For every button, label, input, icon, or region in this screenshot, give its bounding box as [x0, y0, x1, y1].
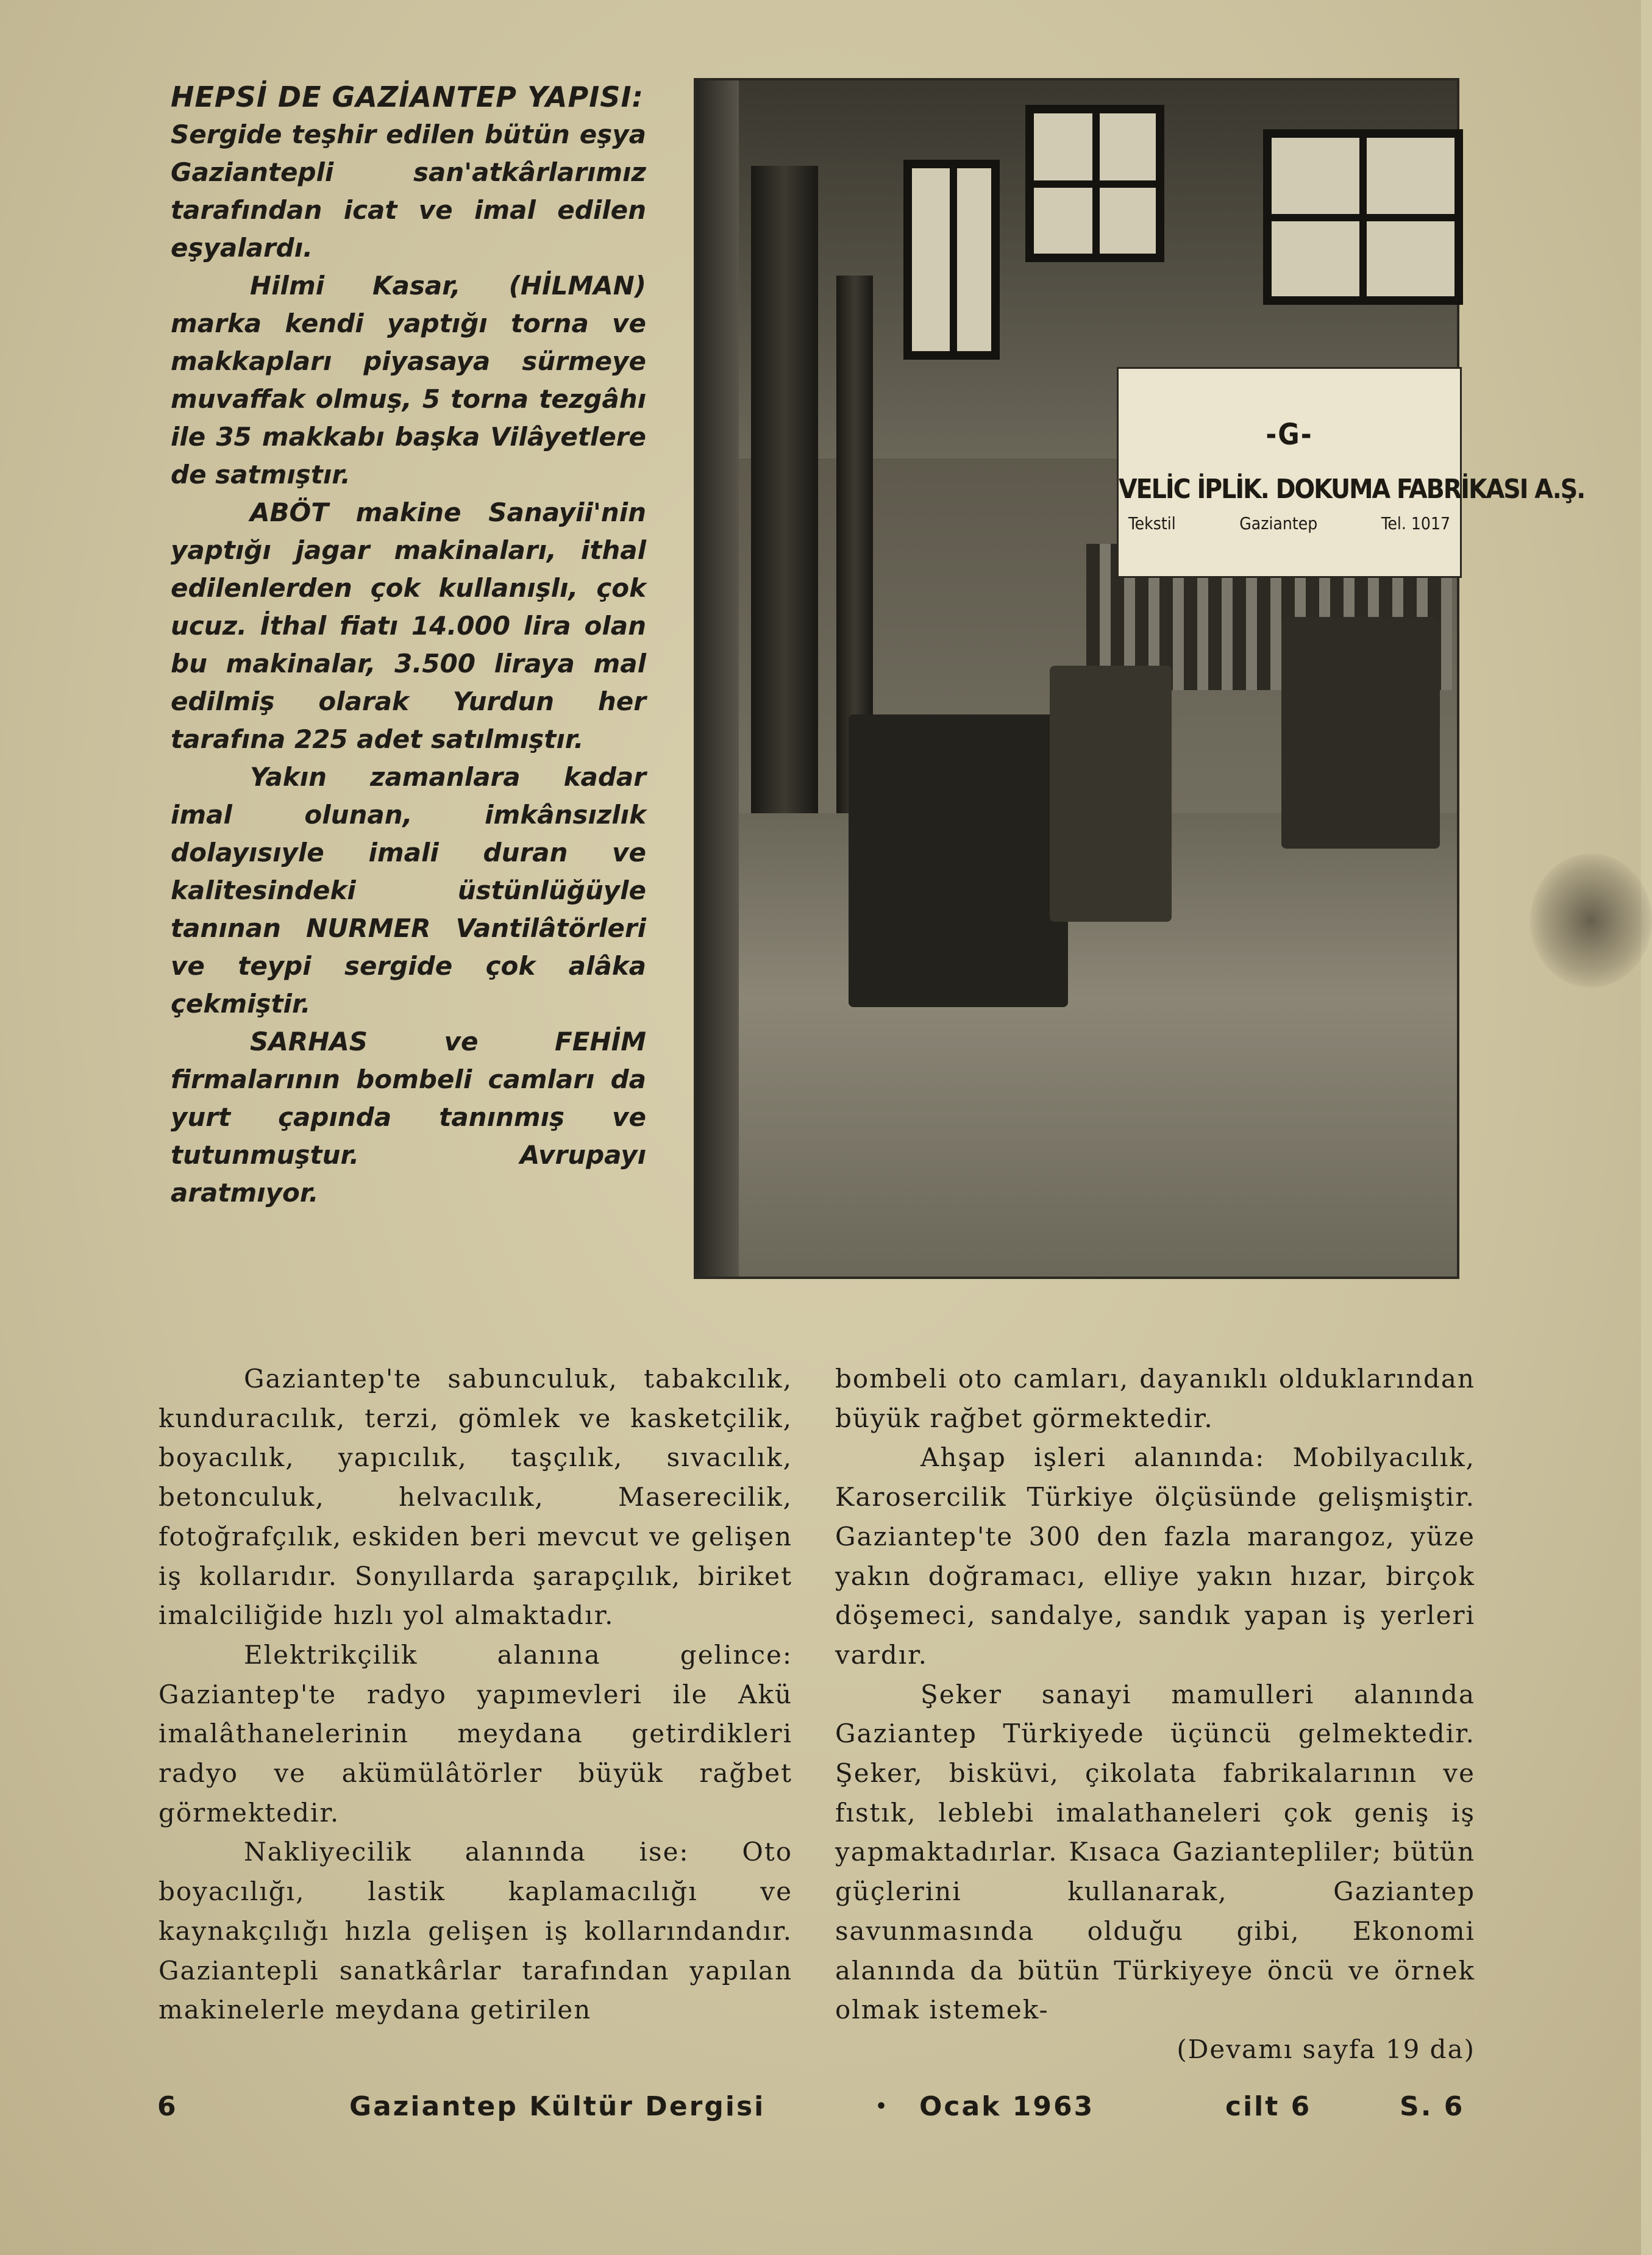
- article-paragraph: Ahşap işleri alanında: Mobilyacılık, Karosercilik Türkiye ölçüsünde gelişmiştir. Gaziantep'te 300 den fazla marangoz, yüze yakın doğramacı, elliye yakın hızar, birçok döşemeci, sandalye, sandık yapan iş yerleri vardır.: [835, 1442, 1475, 1670]
- page-number: 6: [157, 2091, 178, 2122]
- article-paragraph: Elektrikçilik alanına gelince: Gaziantep'te radyo yapımevleri ile Akü imalâthanelerinin meydana getirdikleri radyo ve akümülâtörler büyük rağbet görmektedir.: [158, 1639, 792, 1828]
- page-footer: [157, 2091, 1474, 2128]
- footer-separator: •: [875, 2096, 889, 2117]
- sign-firm-name: VELİC İPLİK. DOKUMA FABRİKASI A.Ş.: [1119, 474, 1585, 505]
- photo-machine: [1281, 617, 1440, 849]
- article-paragraph: Nakliyecilik alanında ise: Oto boyacılığı, lastik kaplamacılığı ve kaynakçılığı hızla gelişen iş kollarındandır. Gaziantepli sanatkârlar tarafından yapılan makinelerle meydana getirilen: [158, 1837, 792, 2025]
- photo-machine: [1050, 666, 1172, 922]
- caption-heading: HEPSİ DE GAZİANTEP YAPISI:: [171, 80, 644, 113]
- sign-tel: Tel. 1017: [1381, 513, 1450, 533]
- photo-window: [1025, 105, 1164, 262]
- continued-note: (Devamı sayfa 19 da): [1177, 2034, 1475, 2064]
- issue-date: Ocak 1963: [919, 2091, 1095, 2122]
- photo-edge: [696, 80, 739, 1277]
- magazine-title: Gaziantep Kültür Dergisi: [349, 2091, 766, 2122]
- sign-city: Gaziantep: [1239, 513, 1318, 533]
- article-column-right: [835, 1359, 1475, 2070]
- article-paragraph: Gaziantep'te sabunculuk, tabakcılık, kunduracılık, terzi, gömlek ve kasketçilik, boyacılık, yapıcılık, taşçılık, sıvacılık, betonculuk, helvacılık, Maserecilik, fotoğrafçılık, eskiden beri mevcut ve gelişen iş kollarıdır. Sonyıllarda şarapçılık, biriket imalciliğide hızlı yol almaktadır.: [158, 1364, 792, 1631]
- sign-subline: [1119, 513, 1460, 533]
- article-paragraph: Şeker sanayi mamulleri alanında Gaziantep Türkiyede üçüncü gelmektedir. Şeker, bisküvi, çikolata fabrikalarının ve fıstık, leblebi imalathaneleri çok geniş iş yapmaktadırlar. Kısaca Gaziantepliler; bütün güçlerini kullanarak, Gaziantep savunmasında olduğu gibi, Ekonomi alanında da bütün Türkiyeye öncü ve örnek olmak istemek-: [835, 1679, 1475, 2025]
- photo-window: [903, 160, 1000, 360]
- page-smudge: [1530, 853, 1652, 988]
- sign-left-text: Tekstil: [1128, 513, 1176, 533]
- article-column-left: [158, 1359, 792, 2030]
- volume-label: cilt 6: [1225, 2091, 1312, 2122]
- photo-window: [1263, 129, 1463, 305]
- article-paragraph: bombeli oto camları, dayanıklı olduklarından büyük rağbet görmektedir.: [835, 1364, 1475, 1433]
- caption-paragraph-5: SARHAS ve FEHİM firmalarının bombeli camları da yurt çapında tanınmış ve tutunmuştur. Avrupayı aratmıyor.: [171, 1027, 646, 1208]
- issue-number: S. 6: [1400, 2091, 1465, 2122]
- factory-sign: [1117, 367, 1585, 578]
- photo-caption: [171, 78, 646, 1212]
- sign-logo: -G-: [1266, 418, 1313, 452]
- caption-paragraph-3: ABÖT makine Sanayii'nin yaptığı jagar makinaları, ithal edilenlerden çok kullanışlı, çok ucuz. İthal fiatı 14.000 lira olan bu makinalar, 3.500 liraya mal edilmiş olarak Yurdun her tarafına 225 adet satılmıştır.: [171, 497, 646, 754]
- caption-paragraph-2: Hilmi Kasar, (HİLMAN) marka kendi yaptığı torna ve makkapları piyasaya sürmeye muvaffak olmuş, 5 torna tezgâhı ile 35 makkabı başka Vilâyetlere de satmıştır.: [171, 271, 646, 490]
- caption-paragraph-1: Sergide teşhir edilen bütün eşya Gaziantepli san'atkârlarımız tarafından icat ve imal edilen eşyalardı.: [171, 119, 646, 263]
- caption-paragraph-4: Yakın zamanlara kadar imal olunan, imkânsızlık dolayısıyle imali duran ve kalitesindeki üstünlüğüyle tanınan NURMER Vantilâtörleri ve teypi sergide çok alâka çekmiştir.: [171, 762, 646, 1019]
- photo-machine: [849, 714, 1068, 1007]
- exhibition-photo: [694, 78, 1585, 1279]
